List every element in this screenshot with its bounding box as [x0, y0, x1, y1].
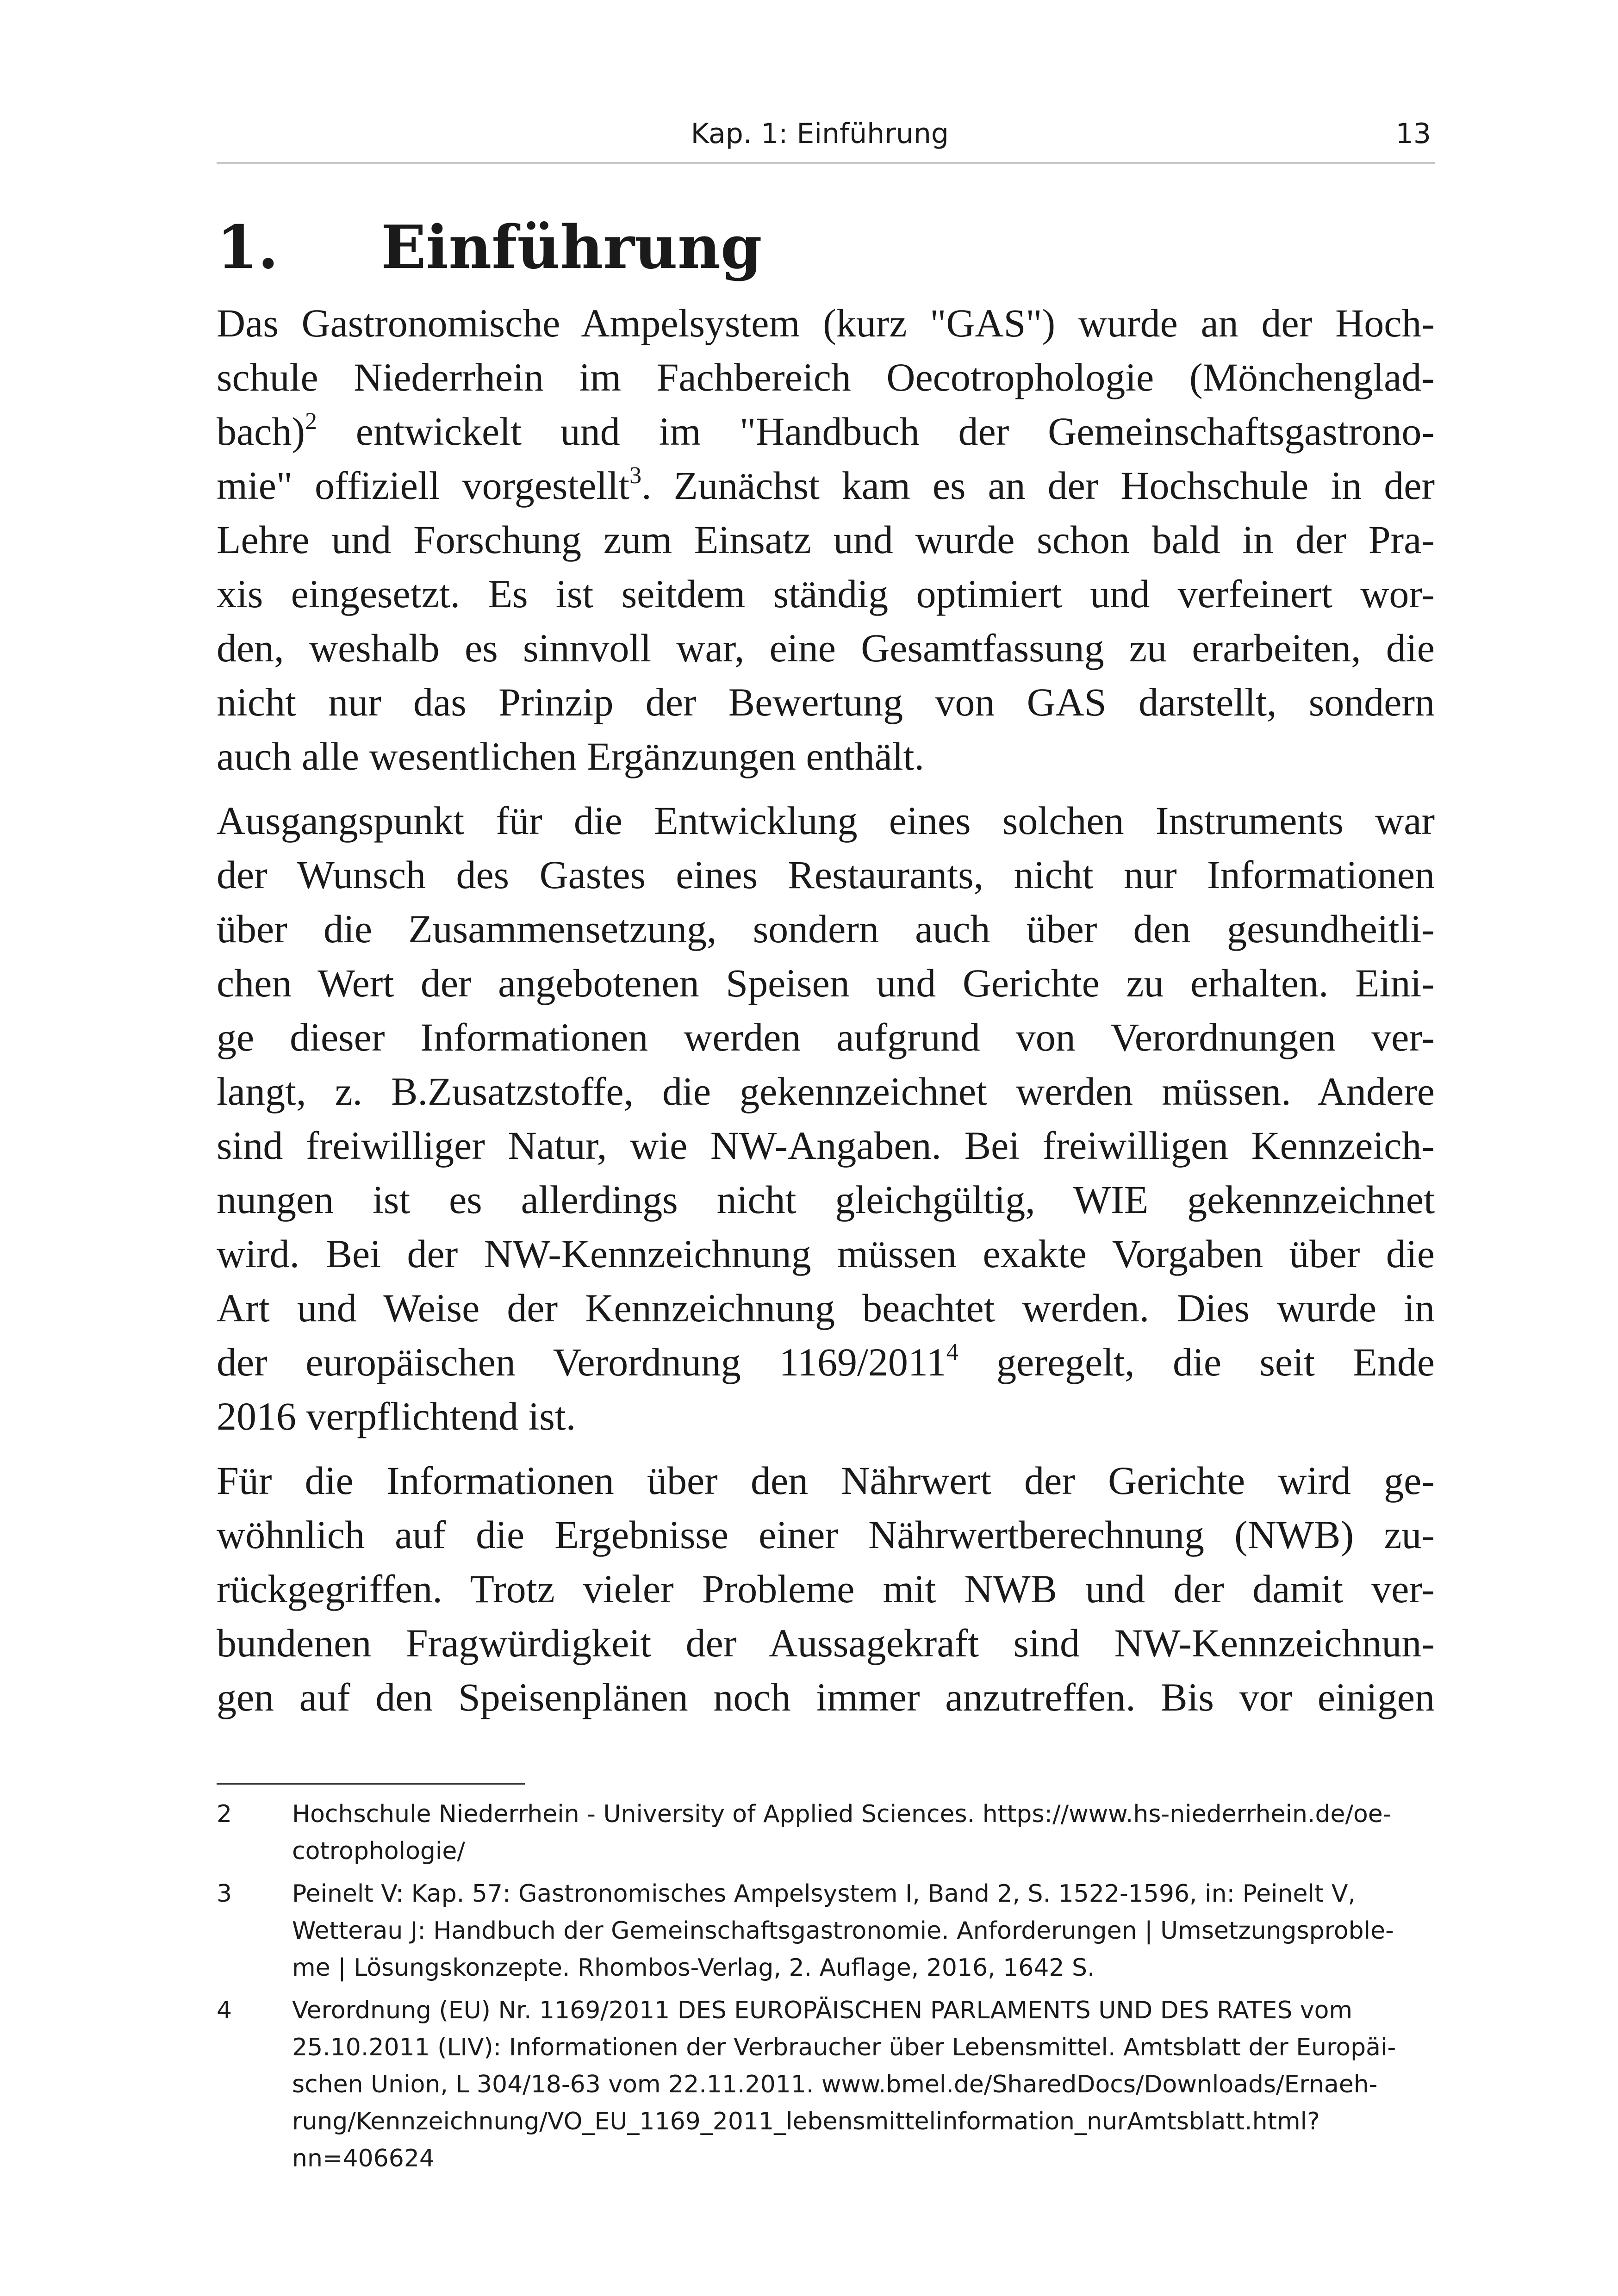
text-line: Das Gastronomische Ampelsystem (kurz "GAS") wurde an der Hoch-: [217, 301, 1435, 345]
footnote-line: Wetterau J: Handbuch der Gemeinschaftsgastronomie. Anforderungen | Umsetzungsproble-: [292, 1917, 1394, 1945]
text-line: über die Zusammensetzung, sondern auch über den gesundheitli-: [217, 907, 1435, 951]
footnote-ref: 2: [305, 408, 317, 435]
footnote-line: nn=406624: [292, 2145, 435, 2172]
footnote-line: rung/Kennzeichnung/VO_EU_1169_2011_lebensmittelinformation_nurAmtsblatt.html?: [292, 2108, 1320, 2135]
text-line: der Wunsch des Gastes eines Restaurants, nicht nur Informationen: [217, 852, 1435, 897]
paragraph-gap: [217, 1444, 1435, 1454]
text-line: Ausgangspunkt für die Entwicklung eines solchen Instruments war: [217, 798, 1435, 843]
text-line: langt, z. B.Zusatzstoffe, die gekennzeichnet werden müssen. Andere: [217, 1069, 1435, 1114]
chapter-heading: [217, 211, 762, 285]
text-line: Für die Informationen über den Nährwert der Gerichte wird ge-: [217, 1458, 1435, 1503]
chapter-number: 1.: [217, 213, 279, 282]
footnote-separator: [217, 1783, 525, 1785]
text-line: Lehre und Forschung zum Einsatz und wurde schon bald in der Pra-: [217, 517, 1435, 562]
chapter-title: Einführung: [381, 213, 762, 282]
footnote: [217, 1992, 1435, 2177]
text-line: gen auf den Speisenplänen noch immer anzutreffen. Bis vor einigen: [217, 1675, 1435, 1719]
text-line: schule Niederrhein im Fachbereich Oecotrophologie (Mönchenglad-: [217, 355, 1435, 399]
line-text: der europäischen Verordnung 1169/2011: [217, 1340, 946, 1384]
text-line: xis eingesetzt. Es ist seitdem ständig optimiert und verfeinert wor-: [217, 572, 1435, 616]
line-text: mie" offiziell vorgestellt: [217, 463, 630, 508]
paragraph: [217, 296, 1435, 784]
line-text: entwickelt und im "Handbuch der Gemeinschaftsgastrono-: [317, 409, 1435, 454]
line-text: geregelt, die seit Ende: [958, 1340, 1435, 1384]
footnote: [217, 1875, 1435, 1986]
text-line: [217, 404, 1435, 459]
footnote-line: Peinelt V: Kap. 57: Gastronomisches Ampelsystem I, Band 2, S. 1522-1596, in: Peinelt V,: [292, 1880, 1356, 1908]
footnote-line: Hochschule Niederrhein - University of Applied Sciences. https://www.hs-niederrhein.de/oe-: [292, 1800, 1392, 1828]
text-line: ge dieser Informationen werden aufgrund von Verordnungen ver-: [217, 1015, 1435, 1059]
line-text: . Zunächst kam es an der Hochschule in der: [641, 463, 1435, 508]
footnote-ref: 3: [629, 462, 642, 489]
text-line: wöhnlich auf die Ergebnisse einer Nährwertberechnung (NWB) zu-: [217, 1512, 1435, 1557]
footnote: [217, 1796, 1435, 1870]
running-title: Kap. 1: Einführung: [691, 118, 949, 150]
text-line: [217, 459, 1435, 513]
footnote-line: cotrophologie/: [292, 1837, 465, 1865]
paragraph: [217, 794, 1435, 1444]
footnote-number: 4: [217, 1997, 232, 2024]
text-line: nicht nur das Prinzip der Bewertung von GAS darstellt, sondern: [217, 680, 1435, 724]
text-line: rückgegriffen. Trotz vieler Probleme mit NWB und der damit ver-: [217, 1567, 1435, 1611]
text-line: [217, 1335, 1435, 1389]
paragraph: [217, 1454, 1435, 1724]
running-header: [217, 116, 1435, 164]
footnote-ref: 4: [946, 1339, 958, 1365]
body-text: [217, 296, 1435, 1724]
text-line: den, weshalb es sinnvoll war, eine Gesamtfassung zu erarbeiten, die: [217, 626, 1435, 670]
line-text: bach): [217, 409, 305, 454]
footnote-line: schen Union, L 304/18-63 vom 22.11.2011. www.bmel.de/SharedDocs/Downloads/Ernaeh-: [292, 2071, 1378, 2098]
footnote-number: 3: [217, 1880, 232, 1908]
text-line: nungen ist es allerdings nicht gleichgültig, WIE gekennzeichnet: [217, 1177, 1435, 1222]
paragraph-gap: [217, 784, 1435, 794]
footnotes: [217, 1796, 1435, 2183]
footnote-number: 2: [217, 1800, 232, 1828]
page-number: 13: [1395, 118, 1431, 150]
text-line: auch alle wesentlichen Ergänzungen enthält.: [217, 734, 925, 778]
text-line: Art und Weise der Kennzeichnung beachtet werden. Dies wurde in: [217, 1286, 1435, 1330]
footnote-line: 25.10.2011 (LIV): Informationen der Verbraucher über Lebensmittel. Amtsblatt der Europäi-: [292, 2034, 1396, 2061]
text-line: wird. Bei der NW-Kennzeichnung müssen exakte Vorgaben über die: [217, 1232, 1435, 1276]
text-line: bundenen Fragwürdigkeit der Aussagekraft sind NW-Kennzeichnun-: [217, 1621, 1435, 1665]
footnote-line: Verordnung (EU) Nr. 1169/2011 DES EUROPÄISCHEN PARLAMENTS UND DES RATES vom: [292, 1997, 1353, 2024]
footnote-line: me | Lösungskonzepte. Rhombos-Verlag, 2. Auflage, 2016, 1642 S.: [292, 1954, 1095, 1982]
text-line: chen Wert der angebotenen Speisen und Gerichte zu erhalten. Eini-: [217, 961, 1435, 1005]
text-line: 2016 verpflichtend ist.: [217, 1394, 576, 1438]
text-line: sind freiwilliger Natur, wie NW-Angaben. Bei freiwilligen Kennzeich-: [217, 1123, 1435, 1168]
